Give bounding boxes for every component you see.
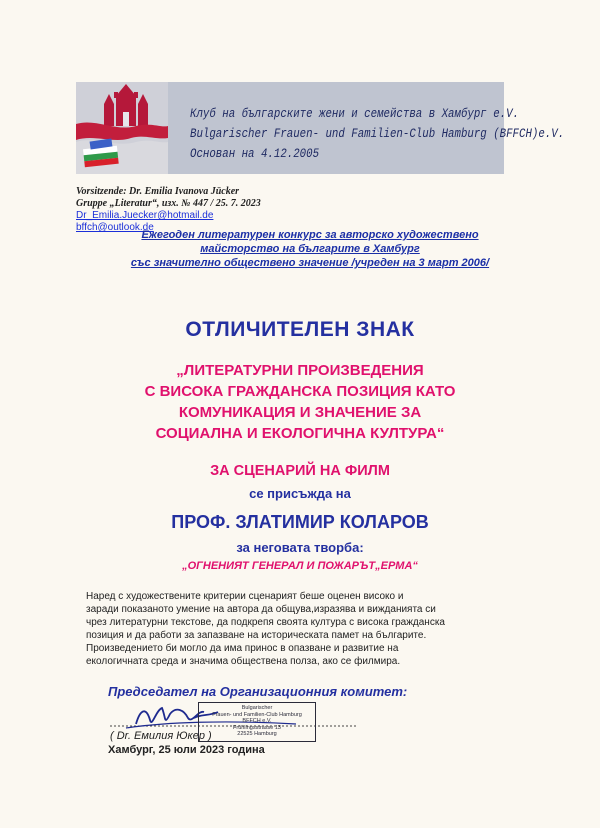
citation-line-6: екологичната среда и значима обществена полза, ако се филмира.: [86, 656, 401, 667]
category-line-2: С ВИСОКА ГРАЖДАНСКА ПОЗИЦИЯ КАТО: [144, 383, 456, 400]
signatory-name: ( Dr. Емилия Юкер ): [110, 730, 212, 742]
intro-line-1: Ежегоден литературен конкурс за авторско художествено: [141, 229, 479, 241]
citation-line-2: заради показаното умение на автора да общува,изразява и вижданията си: [86, 604, 436, 615]
for-work-label: за неговата творба:: [236, 540, 364, 555]
category-line-4: СОЦИАЛНА И ЕКОЛОГИЧНА КУЛТУРА“: [155, 425, 445, 442]
award-title: ОТЛИЧИТЕЛЕН ЗНАК: [185, 318, 415, 341]
chairwoman: Vorsitzende: Dr. Emilia Ivanova Jücker: [76, 186, 240, 197]
stamp-line-4: Frühlingsstrasse 13: [233, 724, 281, 731]
citation-line-5: Произведението би могло да има принос в опазване и развитие на: [86, 643, 399, 654]
awarded-to-label: се присъжда на: [249, 486, 351, 501]
email-link-2[interactable]: bffch@outlook.de: [76, 222, 154, 233]
stamp-line-2: Frauen- und Familien-Club Hamburg: [212, 711, 302, 718]
contest-intro: [70, 228, 550, 270]
intro-line-2: майсторство на българите в Хамбург: [200, 243, 420, 255]
category-line-3: КОМУНИКАЦИЯ И ЗНАЧЕНИЕ ЗА: [178, 404, 422, 421]
category-line-1: „ЛИТЕРАТУРНИ ПРОИЗВЕДЕНИЯ: [176, 362, 424, 379]
reference-number: Gruppe „Literatur“, изх. № 447 / 25. 7. 2023: [76, 198, 261, 209]
club-founded: Основан на 4.12.2005: [190, 147, 320, 161]
category-title: [60, 360, 540, 444]
club-name-bg: Клуб на българските жени и семейства в Хамбург e.V.: [190, 107, 520, 121]
citation-line-3: чрез литературни текстове, да подкрепя своята култура с висока гражданска: [86, 617, 445, 628]
work-title: „ОГНЕНИЯТ ГЕНЕРАЛ И ПОЖАРЪТ„ЕРМА“: [182, 560, 418, 572]
recipient-name: ПРОФ. ЗЛАТИМИР КОЛАРОВ: [171, 512, 429, 532]
intro-line-3: със значително обществено значение /учреден на 3 март 2006/: [130, 257, 490, 269]
club-logo: [76, 82, 168, 174]
castle-flag-icon: [76, 82, 168, 174]
citation-line-4: позиция и да работи за запазване на историческата памет на българите.: [86, 630, 427, 641]
email-link-1[interactable]: Dr_Emilia.Juecker@hotmail.de: [76, 210, 214, 221]
place-date: Хамбург, 25 юли 2023 година: [108, 744, 265, 756]
club-stamp: [198, 702, 316, 742]
citation-text: [86, 590, 526, 668]
stamp-line-5: 22525 Hamburg: [237, 731, 277, 737]
scenario-label: ЗА СЦЕНАРИЙ НА ФИЛМ: [210, 463, 390, 479]
club-name-de: Bulgarischer Frauen- und Familien-Club Hamburg (BFFCH)e.V.: [190, 127, 565, 141]
citation-line-1: Наред с художествените критерии сценарият беше оценен високо и: [86, 591, 404, 602]
committee-chair-label: Председател на Организационния комитет:: [108, 684, 408, 699]
stamp-line-3: BFFCH e.V.: [242, 718, 272, 724]
contact-block: [76, 186, 261, 234]
stamp-line-1: Bulgarischer: [241, 705, 273, 711]
club-header-text: [190, 104, 565, 164]
